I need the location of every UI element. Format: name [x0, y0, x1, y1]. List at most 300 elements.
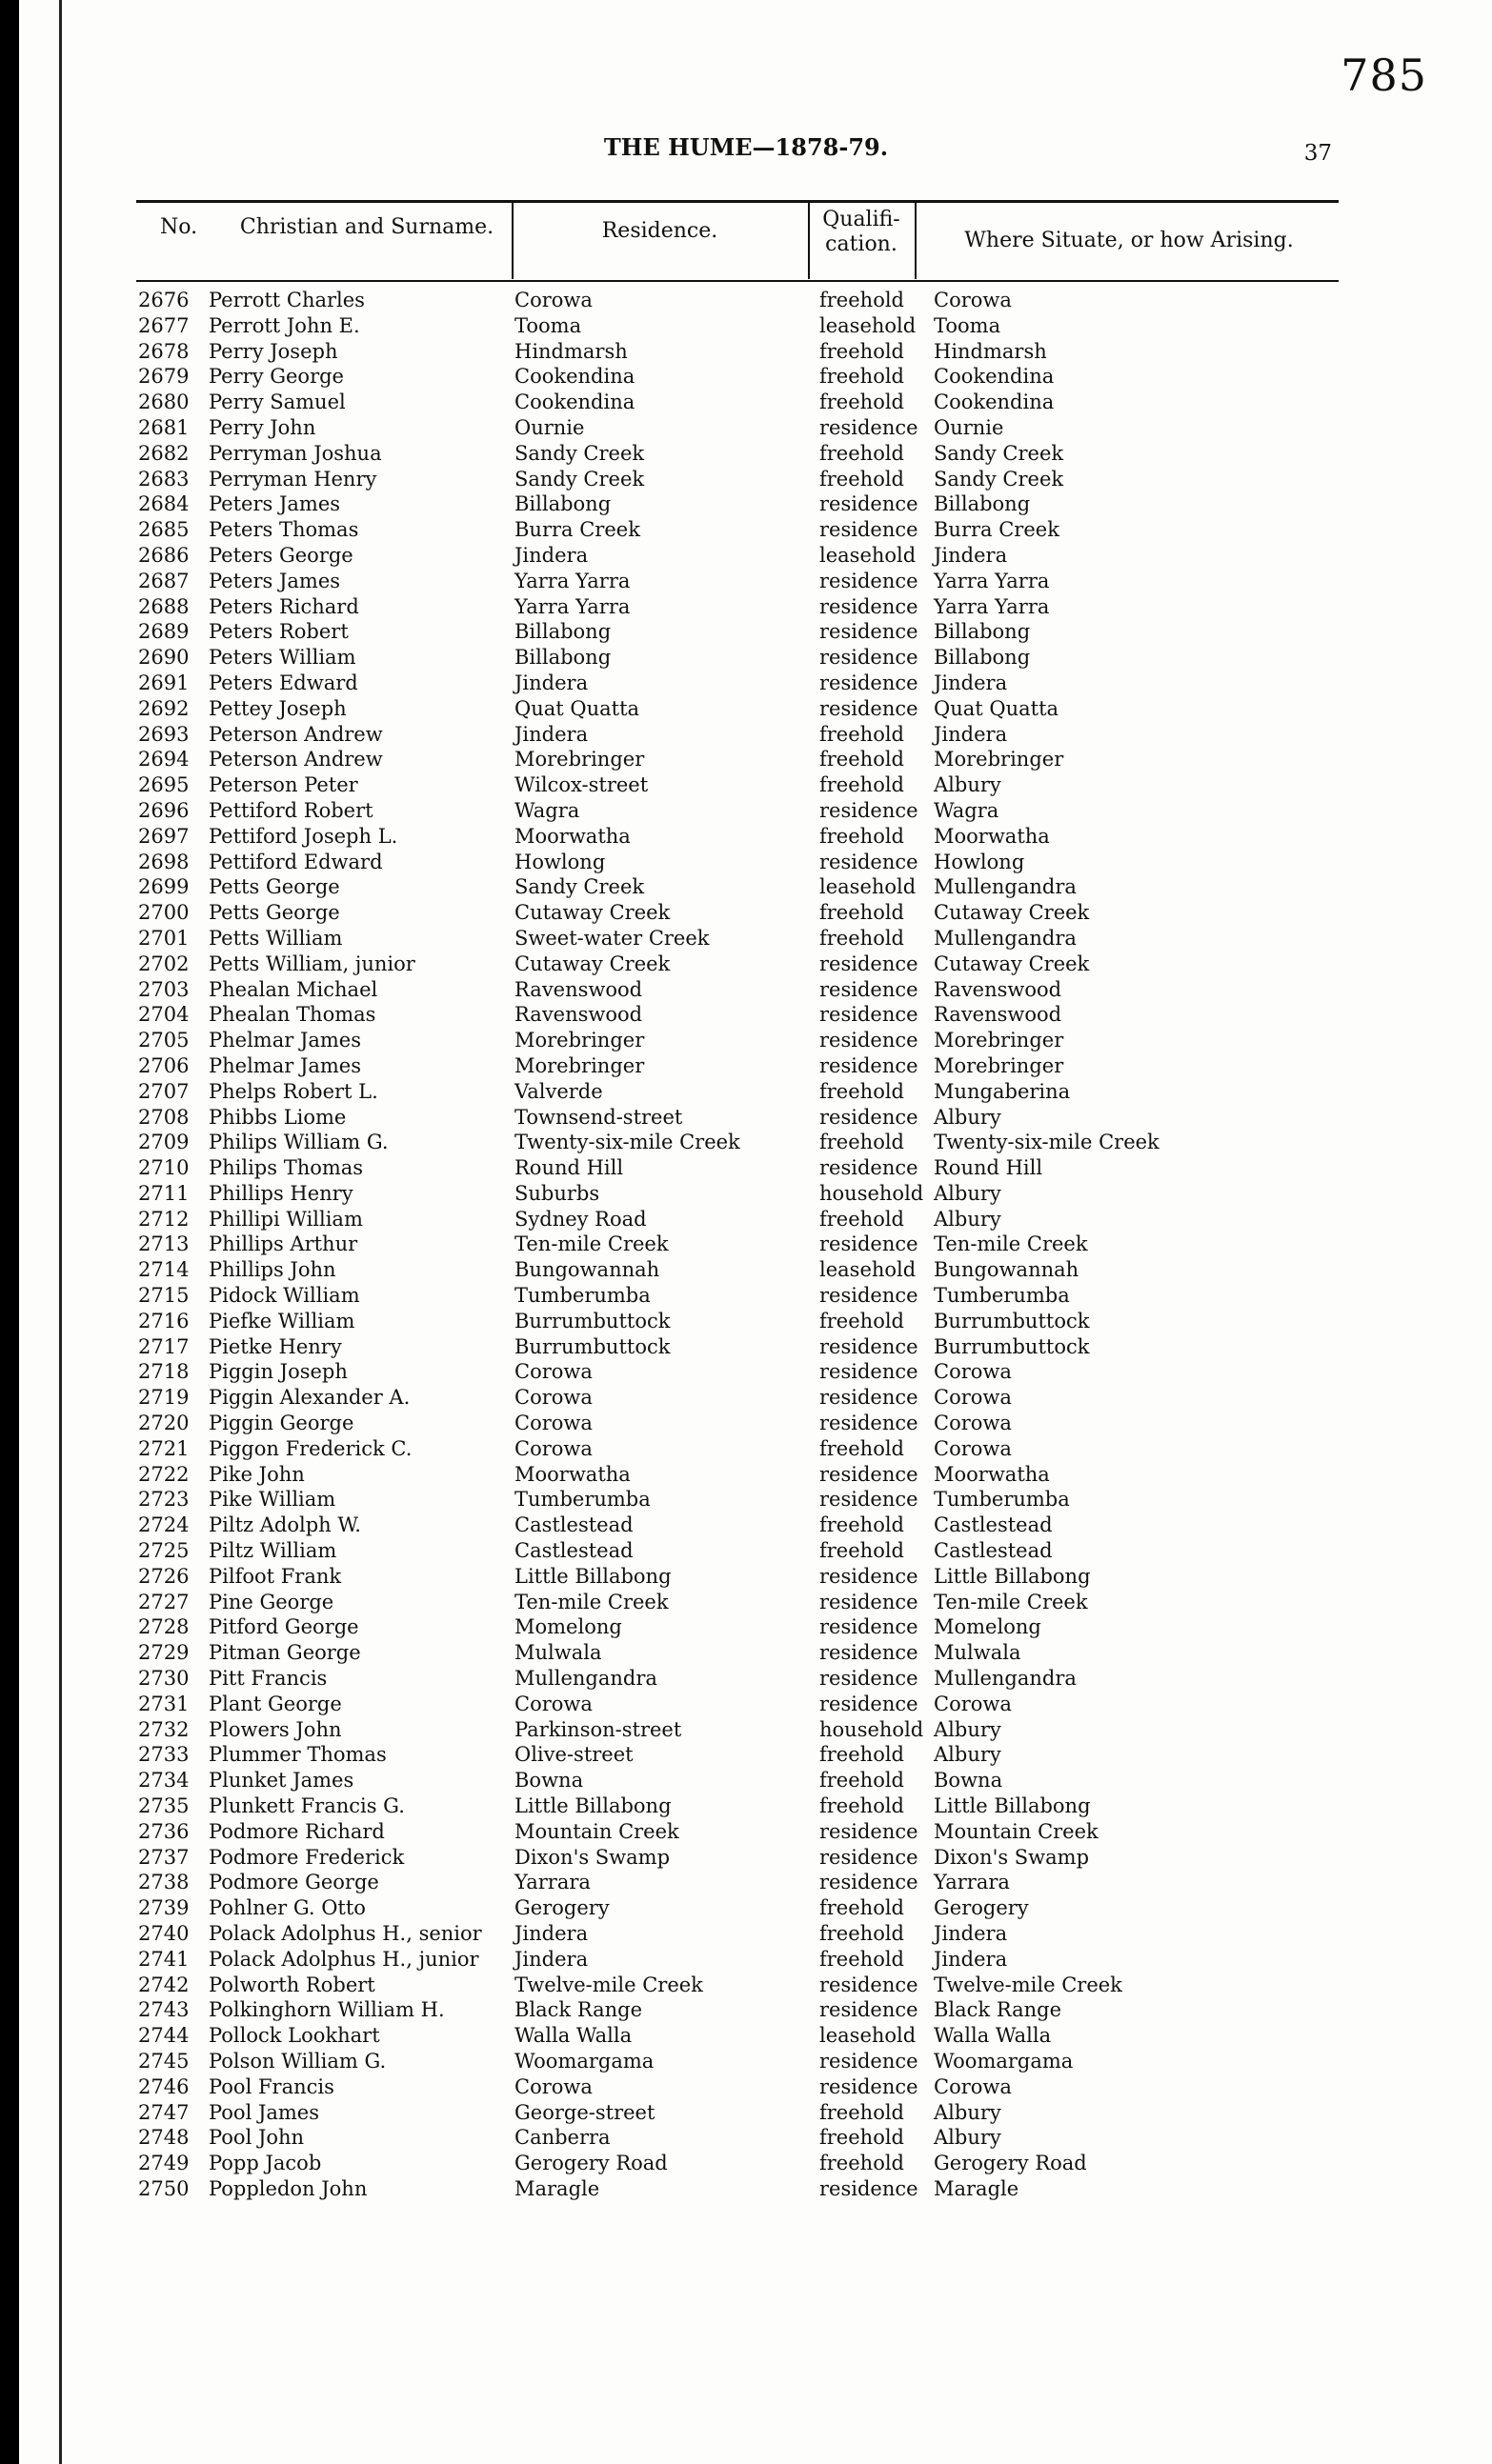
elector-number: 2727: [138, 1590, 190, 1613]
table-row: [0, 1181, 1492, 1207]
elector-qualification: residence: [819, 415, 918, 439]
table-row: [0, 850, 1492, 875]
elector-name: Piltz William: [209, 1539, 337, 1563]
table-row: [0, 1870, 1492, 1895]
where-situate: Corowa: [934, 2074, 1012, 2098]
elector-qualification: residence: [819, 696, 918, 720]
table-row: [0, 1819, 1492, 1845]
where-situate: Twelve-mile Creek: [934, 1973, 1122, 1996]
table-row: [0, 2049, 1492, 2074]
elector-qualification: leasehold: [819, 313, 917, 337]
where-situate: Morebringer: [934, 1029, 1064, 1052]
elector-number: 2715: [138, 1284, 190, 1308]
elector-residence: Jindera: [514, 543, 589, 567]
table-row: [0, 977, 1492, 1003]
table-row: [0, 491, 1492, 517]
elector-number: 2695: [138, 773, 190, 797]
elector-qualification: residence: [819, 977, 918, 1001]
table-row: [0, 288, 1492, 313]
where-situate: Ten-mile Creek: [934, 1590, 1088, 1613]
elector-qualification: residence: [819, 594, 918, 618]
elector-number: 2718: [138, 1360, 190, 1384]
elector-residence: Quat Quatta: [514, 696, 640, 720]
table-row: [0, 1512, 1492, 1538]
elector-number: 2677: [138, 313, 190, 337]
table-row: [0, 1895, 1492, 1921]
elector-number: 2687: [138, 569, 190, 592]
where-situate: Jindera: [934, 1922, 1008, 1945]
elector-name: Peters Edward: [209, 671, 358, 694]
table-row: [0, 1207, 1492, 1232]
elector-qualification: residence: [819, 1819, 918, 1843]
where-situate: Burra Creek: [934, 518, 1059, 542]
elector-number: 2697: [138, 824, 190, 848]
where-situate: Yarra Yarra: [934, 569, 1050, 592]
elector-residence: Jindera: [514, 722, 589, 746]
elector-number: 2716: [138, 1309, 190, 1332]
where-situate: Moorwatha: [934, 1462, 1050, 1486]
elector-number: 2726: [138, 1564, 190, 1588]
elector-name: Phillips Arthur: [209, 1232, 358, 1256]
column-divider: [808, 203, 810, 279]
where-situate: Corowa: [934, 1692, 1012, 1715]
elector-qualification: freehold: [819, 2152, 904, 2175]
elector-residence: Billabong: [514, 492, 612, 516]
elector-name: Popp Jacob: [209, 2152, 322, 2175]
elector-number: 2733: [138, 1743, 190, 1767]
elector-name: Peterson Andrew: [209, 748, 383, 771]
elector-residence: Ravenswood: [514, 1003, 643, 1027]
elector-residence: Corowa: [514, 1692, 593, 1715]
elector-number: 2707: [138, 1079, 190, 1103]
where-situate: Little Billabong: [934, 1564, 1091, 1588]
elector-residence: Cutaway Creek: [514, 952, 671, 975]
elector-name: Pool John: [209, 2126, 305, 2150]
elector-number: 2748: [138, 2126, 190, 2150]
where-situate: Billabong: [934, 620, 1031, 644]
elector-residence: Sandy Creek: [514, 441, 645, 465]
elector-qualification: residence: [819, 1667, 918, 1691]
elector-residence: Castlestead: [514, 1513, 634, 1537]
elector-number: 2704: [138, 1003, 190, 1027]
elector-number: 2729: [138, 1641, 190, 1665]
elector-number: 2682: [138, 441, 190, 465]
elector-residence: Mullengandra: [514, 1667, 657, 1691]
table-row: [0, 1257, 1492, 1283]
page-number: 785: [1341, 50, 1427, 101]
elector-number: 2740: [138, 1922, 190, 1945]
where-situate: Ournie: [934, 415, 1004, 439]
where-situate: Moorwatha: [934, 824, 1050, 848]
elector-name: Podmore Frederick: [209, 1845, 405, 1869]
elector-qualification: freehold: [819, 1922, 904, 1945]
elector-qualification: freehold: [819, 2100, 904, 2124]
elector-residence: Sandy Creek: [514, 875, 645, 899]
elector-name: Peterson Andrew: [209, 722, 383, 746]
elector-residence: Yarra Yarra: [514, 594, 631, 618]
elector-name: Peterson Peter: [209, 773, 358, 797]
elector-residence: Corowa: [514, 2074, 593, 2098]
elector-number: 2717: [138, 1334, 190, 1358]
elector-number: 2745: [138, 2049, 190, 2073]
elector-qualification: residence: [819, 1845, 918, 1869]
elector-qualification: freehold: [819, 748, 904, 771]
table-row: [0, 2100, 1492, 2126]
elector-number: 2744: [138, 2024, 190, 2048]
elector-qualification: residence: [819, 569, 918, 592]
where-situate: Jindera: [934, 543, 1008, 567]
elector-qualification: freehold: [819, 391, 904, 414]
elector-name: Pitford George: [209, 1615, 359, 1639]
elector-number: 2719: [138, 1386, 190, 1410]
elector-qualification: freehold: [819, 1769, 904, 1793]
where-situate: Bungowannah: [934, 1258, 1079, 1282]
where-situate: Jindera: [934, 722, 1008, 746]
elector-residence: Dixon's Swamp: [514, 1845, 671, 1869]
elector-number: 2711: [138, 1181, 190, 1205]
elector-qualification: freehold: [819, 926, 904, 950]
where-situate: Wagra: [934, 798, 999, 822]
where-situate: Little Billabong: [934, 1794, 1091, 1818]
where-situate: Burrumbuttock: [934, 1309, 1090, 1332]
table-row: [0, 2176, 1492, 2202]
elector-name: Peters Thomas: [209, 518, 359, 542]
elector-qualification: freehold: [819, 289, 904, 311]
where-situate: Albury: [934, 1207, 1001, 1231]
elector-name: Pool Francis: [209, 2074, 334, 2098]
elector-qualification: freehold: [819, 773, 904, 797]
elector-number: 2721: [138, 1436, 190, 1460]
elector-residence: George-street: [514, 2100, 655, 2124]
where-situate: Tumberumba: [934, 1488, 1070, 1512]
elector-name: Perry Samuel: [209, 391, 346, 414]
elector-qualification: freehold: [819, 1896, 904, 1920]
table-row: [0, 926, 1492, 952]
elector-name: Petts George: [209, 901, 340, 925]
where-situate: Albury: [934, 2126, 1001, 2150]
where-situate: Sandy Creek: [934, 467, 1064, 491]
where-situate: Tooma: [934, 313, 1001, 337]
elector-residence: Castlestead: [514, 1539, 634, 1563]
where-situate: Ravenswood: [934, 977, 1062, 1001]
where-situate: Walla Walla: [934, 2024, 1052, 2048]
where-situate: Maragle: [934, 2176, 1019, 2200]
where-situate: Mungaberina: [934, 1079, 1071, 1103]
elector-name: Pool James: [209, 2100, 320, 2124]
table-row: [0, 1232, 1492, 1257]
elector-name: Peters William: [209, 646, 356, 670]
where-situate: Albury: [934, 1105, 1001, 1129]
table-row: [0, 1309, 1492, 1334]
elector-number: 2736: [138, 1819, 190, 1843]
elector-qualification: residence: [819, 1003, 918, 1027]
elector-residence: Sydney Road: [514, 1207, 647, 1231]
elector-name: Peters Robert: [209, 620, 349, 644]
elector-qualification: residence: [819, 518, 918, 542]
elector-residence: Burrumbuttock: [514, 1309, 671, 1332]
elector-residence: Jindera: [514, 1947, 589, 1971]
elector-name: Perry John: [209, 415, 316, 439]
elector-name: Piggon Frederick C.: [209, 1436, 413, 1460]
table-row: [0, 2074, 1492, 2100]
elector-residence: Black Range: [514, 1998, 643, 2022]
column-divider: [512, 203, 514, 279]
elector-qualification: freehold: [819, 1539, 904, 1563]
elector-residence: Walla Walla: [514, 2024, 633, 2048]
elector-number: 2691: [138, 671, 190, 694]
where-situate: Sandy Creek: [934, 441, 1064, 465]
where-situate: Cutaway Creek: [934, 901, 1090, 925]
elector-qualification: residence: [819, 492, 918, 516]
table-row: [0, 696, 1492, 722]
elector-qualification: freehold: [819, 2126, 904, 2150]
elector-qualification: residence: [819, 952, 918, 975]
elector-qualification: freehold: [819, 1207, 904, 1231]
elector-residence: Morebringer: [514, 1029, 645, 1052]
elector-name: Polkinghorn William H.: [209, 1998, 445, 2022]
elector-qualification: residence: [819, 671, 918, 694]
elector-number: 2688: [138, 594, 190, 618]
elector-name: Plunket James: [209, 1769, 354, 1793]
where-situate: Jindera: [934, 1947, 1008, 1971]
elector-number: 2723: [138, 1488, 190, 1512]
elector-number: 2724: [138, 1513, 190, 1537]
elector-name: Pietke Henry: [209, 1334, 342, 1358]
where-situate: Mulwala: [934, 1641, 1021, 1665]
elector-qualification: residence: [819, 1641, 918, 1665]
elector-number: 2737: [138, 1845, 190, 1869]
elector-number: 2689: [138, 620, 190, 644]
elector-residence: Cookendina: [514, 391, 635, 414]
table-row: [0, 543, 1492, 569]
elector-name: Pilfoot Frank: [209, 1564, 342, 1588]
table-row: [0, 747, 1492, 772]
elector-number: 2728: [138, 1615, 190, 1639]
elector-qualification: residence: [819, 1412, 918, 1435]
elector-qualification: leasehold: [819, 2024, 917, 2048]
elector-residence: Yarra Yarra: [514, 569, 631, 592]
elector-number: 2685: [138, 518, 190, 542]
elector-name: Perry Joseph: [209, 339, 338, 363]
elector-qualification: freehold: [819, 1079, 904, 1103]
elector-name: Phillips John: [209, 1258, 336, 1282]
elector-qualification: freehold: [819, 1309, 904, 1332]
elector-number: 2713: [138, 1232, 190, 1256]
elector-name: Peters James: [209, 569, 341, 592]
table-row: [0, 824, 1492, 850]
elector-residence: Tumberumba: [514, 1284, 651, 1308]
table-row: [0, 952, 1492, 977]
where-situate: Dixon's Swamp: [934, 1845, 1090, 1869]
elector-residence: Moorwatha: [514, 1462, 631, 1486]
table-row: [0, 1155, 1492, 1181]
elector-qualification: residence: [819, 1998, 918, 2022]
header-bottom-rule: [136, 280, 1339, 282]
elector-name: Piltz Adolph W.: [209, 1513, 361, 1537]
elector-residence: Round Hill: [514, 1156, 624, 1180]
elector-name: Pitman George: [209, 1641, 361, 1665]
elector-qualification: freehold: [819, 441, 904, 465]
elector-name: Podmore Richard: [209, 1819, 385, 1843]
table-row: [0, 900, 1492, 926]
elector-number: 2702: [138, 952, 190, 975]
elector-qualification: residence: [819, 2074, 918, 2098]
where-situate: Morebringer: [934, 748, 1064, 771]
elector-name: Piefke William: [209, 1309, 355, 1332]
table-row: [0, 2023, 1492, 2049]
where-situate: Quat Quatta: [934, 696, 1059, 720]
table-row: [0, 1411, 1492, 1436]
elector-name: Pettiford Robert: [209, 798, 373, 822]
elector-number: 2749: [138, 2152, 190, 2175]
elector-name: Pettiford Joseph L.: [209, 824, 398, 848]
elector-number: 2722: [138, 1462, 190, 1486]
elector-residence: Hindmarsh: [514, 339, 628, 363]
where-situate: Cutaway Creek: [934, 952, 1090, 975]
elector-name: Phelmar James: [209, 1029, 362, 1052]
elector-name: Phelmar James: [209, 1053, 362, 1077]
elector-qualification: residence: [819, 1334, 918, 1358]
where-situate: Castlestead: [934, 1539, 1053, 1563]
table-row: [0, 1436, 1492, 1462]
elector-name: Piggin George: [209, 1412, 354, 1435]
elector-name: Perryman Joshua: [209, 441, 382, 465]
elector-number: 2706: [138, 1053, 190, 1077]
elector-residence: Corowa: [514, 289, 593, 311]
table-row: [0, 390, 1492, 415]
table-row: [0, 772, 1492, 798]
elector-number: 2710: [138, 1156, 190, 1180]
elector-name: Peters George: [209, 543, 353, 567]
elector-qualification: residence: [819, 646, 918, 670]
table-row: [0, 671, 1492, 696]
elector-residence: Ournie: [514, 415, 585, 439]
elector-residence: Sweet-water Creek: [514, 926, 710, 950]
table-row: [0, 1283, 1492, 1309]
elector-residence: Mountain Creek: [514, 1819, 679, 1843]
elector-qualification: leasehold: [819, 543, 917, 567]
register-table: [0, 288, 1492, 2202]
elector-number: 2735: [138, 1794, 190, 1818]
table-row: [0, 2125, 1492, 2151]
elector-residence: Bowna: [514, 1769, 584, 1793]
elector-number: 2680: [138, 391, 190, 414]
elector-number: 2709: [138, 1131, 190, 1154]
elector-name: Pike William: [209, 1488, 336, 1512]
elector-number: 2739: [138, 1896, 190, 1920]
elector-name: Pitt Francis: [209, 1667, 328, 1691]
where-situate: Cookendina: [934, 365, 1055, 389]
elector-name: Philips William G.: [209, 1131, 389, 1154]
elector-name: Plowers John: [209, 1717, 342, 1741]
table-row: [0, 1640, 1492, 1666]
elector-name: Pine George: [209, 1590, 334, 1613]
where-situate: Billabong: [934, 492, 1031, 516]
table-row: [0, 1590, 1492, 1615]
elector-residence: Parkinson-street: [514, 1717, 682, 1741]
elector-qualification: residence: [819, 1973, 918, 1996]
elector-number: 2747: [138, 2100, 190, 2124]
table-row: [0, 313, 1492, 339]
elector-name: Phelps Robert L.: [209, 1079, 378, 1103]
elector-residence: Billabong: [514, 646, 612, 670]
elector-number: 2694: [138, 748, 190, 771]
elector-residence: Corowa: [514, 1360, 593, 1384]
table-row: [0, 1666, 1492, 1692]
elector-qualification: residence: [819, 1232, 918, 1256]
elector-residence: Gerogery Road: [514, 2152, 668, 2175]
elector-name: Phealan Michael: [209, 977, 378, 1001]
elector-name: Peters James: [209, 492, 341, 516]
elector-number: 2738: [138, 1871, 190, 1894]
table-row: [0, 1768, 1492, 1793]
elector-name: Plummer Thomas: [209, 1743, 387, 1767]
table-row: [0, 722, 1492, 748]
elector-residence: Howlong: [514, 850, 606, 873]
elector-number: 2746: [138, 2074, 190, 2098]
elector-name: Petts George: [209, 875, 340, 899]
where-situate: Corowa: [934, 289, 1012, 311]
elector-qualification: residence: [819, 1488, 918, 1512]
elector-name: Philips Thomas: [209, 1156, 364, 1180]
where-situate: Albury: [934, 1717, 1001, 1741]
elector-qualification: residence: [819, 1053, 918, 1077]
where-situate: Corowa: [934, 1436, 1012, 1460]
elector-number: 2690: [138, 646, 190, 670]
where-situate: Round Hill: [934, 1156, 1043, 1180]
where-situate: Mullengandra: [934, 875, 1077, 899]
elector-residence: Olive-street: [514, 1743, 634, 1767]
elector-name: Perrott Charles: [209, 289, 365, 311]
elector-qualification: residence: [819, 1692, 918, 1715]
elector-qualification: residence: [819, 620, 918, 644]
elector-name: Polworth Robert: [209, 1973, 375, 1996]
elector-residence: Corowa: [514, 1386, 593, 1410]
table-row: [0, 517, 1492, 543]
where-situate: Castlestead: [934, 1513, 1053, 1537]
elector-number: 2683: [138, 467, 190, 491]
elector-qualification: residence: [819, 1360, 918, 1384]
elector-number: 2730: [138, 1667, 190, 1691]
elector-number: 2681: [138, 415, 190, 439]
elector-number: 2734: [138, 1769, 190, 1793]
elector-residence: Ten-mile Creek: [514, 1232, 669, 1256]
elector-number: 2742: [138, 1973, 190, 1996]
where-situate: Albury: [934, 773, 1001, 797]
elector-number: 2720: [138, 1412, 190, 1435]
table-row: [0, 364, 1492, 390]
elector-residence: Canberra: [514, 2126, 611, 2150]
table-row: [0, 415, 1492, 441]
elector-qualification: freehold: [819, 722, 904, 746]
where-situate: Corowa: [934, 1386, 1012, 1410]
where-situate: Billabong: [934, 646, 1031, 670]
elector-name: Phillipi William: [209, 1207, 363, 1231]
elector-qualification: leasehold: [819, 1258, 917, 1282]
table-row: [0, 1130, 1492, 1155]
table-row: [0, 874, 1492, 900]
elector-qualification: freehold: [819, 901, 904, 925]
elector-number: 2712: [138, 1207, 190, 1231]
table-row: [0, 619, 1492, 645]
elector-qualification: residence: [819, 1462, 918, 1486]
elector-residence: Mulwala: [514, 1641, 602, 1665]
where-situate: Albury: [934, 1181, 1001, 1205]
elector-qualification: residence: [819, 2049, 918, 2073]
where-situate: Ten-mile Creek: [934, 1232, 1088, 1256]
where-situate: Woomargama: [934, 2049, 1074, 2073]
elector-name: Peters Richard: [209, 594, 359, 618]
